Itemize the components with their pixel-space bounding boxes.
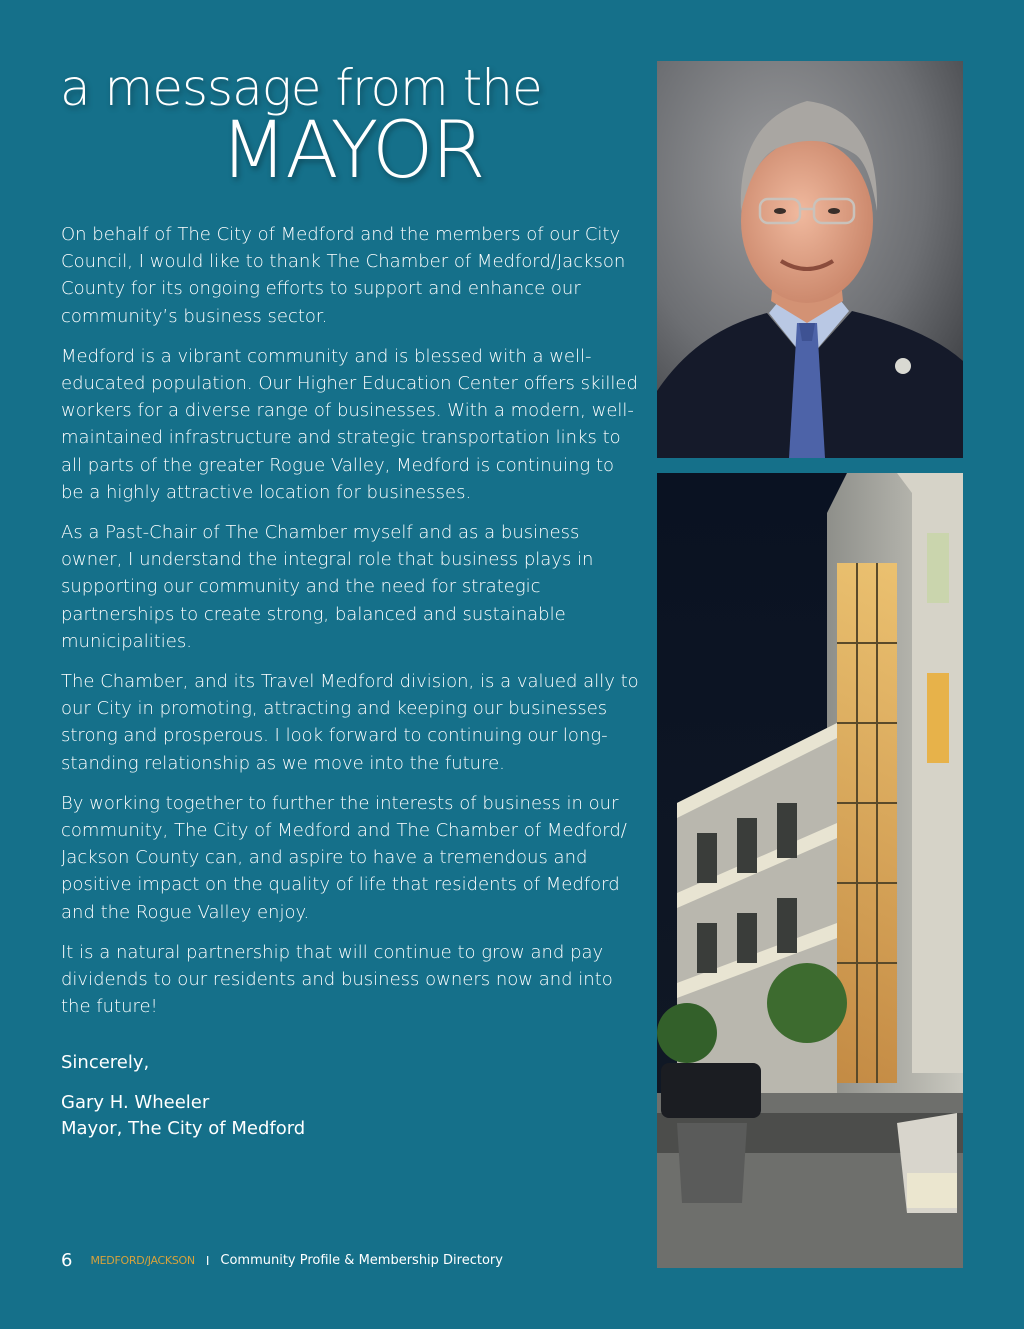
publication-title: Community Profile & Membership Directory [220,1253,503,1268]
letter-paragraph: By working together to further the interests of business in our community, The City of Medford and The Chamber of Medford/ Jackson County can, and aspire to have a tremendous and positive impact on the quality of life that residents of Medford and the Rogue Valley enjoy. [61,792,627,923]
signer-title: Mayor, The City of Medford [61,1118,306,1139]
heading-message-from: a message from the [60,59,542,117]
letter-paragraph: On behalf of The City of Medford and the members of our City Council, I would like to thank The Chamber of Medford/Jackson County for its ongoing efforts to support and enhance our community’s business sector. [61,224,626,327]
letter-paragraph: The Chamber, and its Travel Medford division, is a valued ally to our City in promoting, attracting and keeping our businesses strong and prosperous. I look forward to continuing our long-standing relationship as we move into the future. [61,671,639,774]
footer-brand: MEDFORD/JACKSON [90,1254,195,1267]
heading-mayor: MAYOR [220,106,484,196]
building-night-photo [657,473,963,1268]
closing: Sincerely, [61,1052,150,1073]
building-illustration [657,473,963,1268]
letter-paragraph: As a Past-Chair of The Chamber myself and as a business owner, I understand the integral role that business plays in supporting our community and the need for strategic partnerships to create strong, balanced and sustainable municipalities. [61,522,594,652]
mayor-portrait-photo [657,61,963,458]
letter-paragraph: Medford is a vibrant community and is blessed with a well-educated population. Our Higher Education Center offers skilled workers for a diverse range of businesses. With a modern, well-maintained infrastructure and strategic transportation links to all parts of the greater Rogue Valley, Medford is continuing to be a highly attractive location for businesses. [61,345,638,503]
letter-paragraph: It is a natural partnership that will continue to grow and pay dividends to our residents and business owners now and into the future! [61,941,613,1018]
signer-name: Gary H. Wheeler [61,1092,210,1113]
page-footer [61,1250,503,1271]
footer-separator: I [205,1253,210,1268]
signoff [61,1050,305,1142]
letter-body [61,221,639,1033]
page-number: 6 [61,1250,73,1271]
mayor-portrait-illustration [657,61,963,458]
